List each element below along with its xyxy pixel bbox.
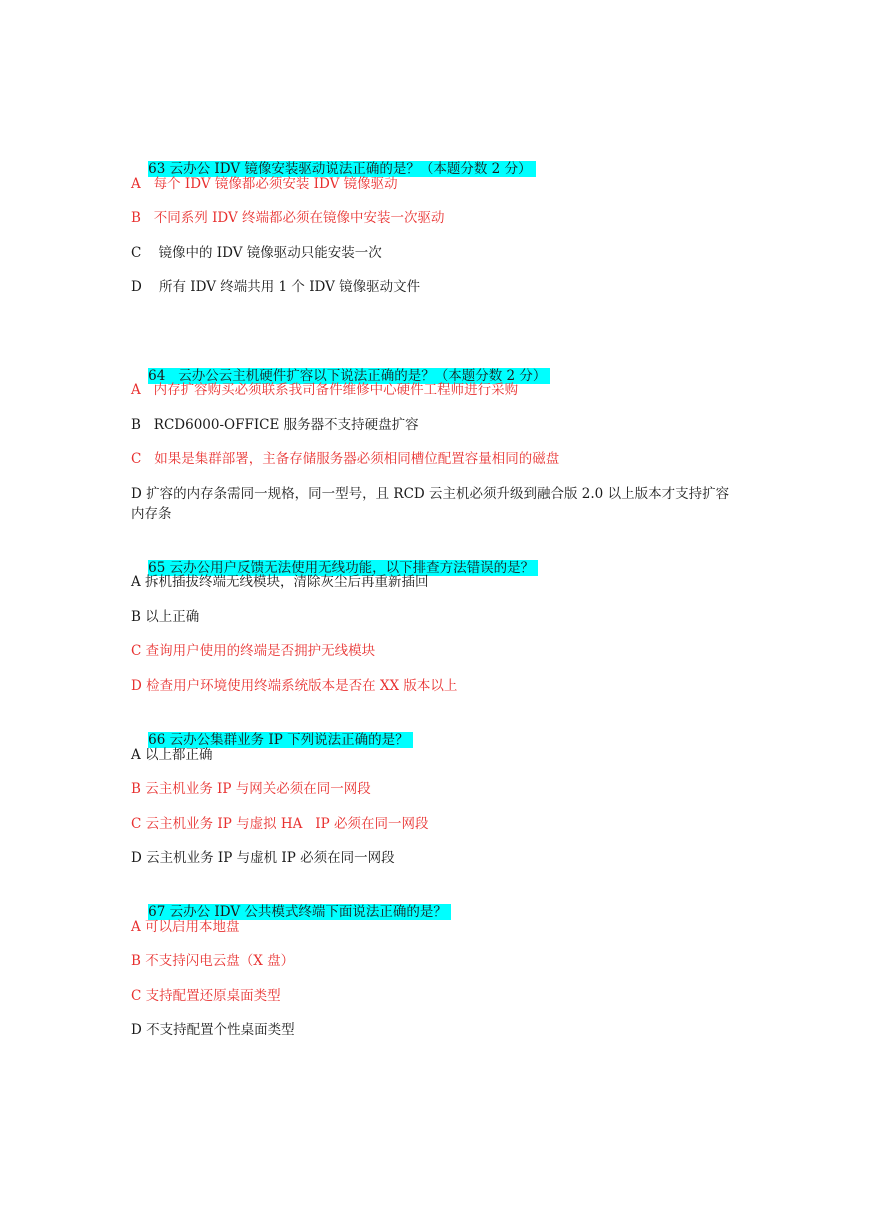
- question-66-option-a: A 以上都正确: [131, 747, 213, 763]
- question-64-option-d: D 扩容的内存条需同一规格，同一型号，且 RCD 云主机必须升级到融合版 2.0 以上版本才支持扩容内存条: [131, 486, 730, 522]
- question-67-option-a: A 可以启用本地盘: [131, 919, 240, 935]
- question-63-option-b: B 不同系列 IDV 终端都必须在镜像中安装一次驱动: [131, 210, 445, 226]
- question-66-option-d: D 云主机业务 IP 与虚机 IP 必须在同一网段: [131, 850, 395, 866]
- question-63-option-d: D 所有 IDV 终端共用 1 个 IDV 镜像驱动文件: [131, 279, 421, 295]
- question-64-option-b: B RCD6000-OFFICE 服务器不支持硬盘扩容: [131, 417, 419, 433]
- question-63-option-c: C 镜像中的 IDV 镜像驱动只能安装一次: [131, 245, 382, 261]
- question-highlight: 63 云办公 IDV 镜像安装驱动说法正确的是？（本题分数 2 分）: [148, 161, 535, 177]
- question-67-option-c: C 支持配置还原桌面类型: [131, 988, 281, 1004]
- question-64-option-c: C 如果是集群部署，主备存储服务器必须相同槽位配置容量相同的磁盘: [131, 451, 560, 467]
- question-highlight: 66 云办公集群业务 IP 下列说法正确的是？: [148, 732, 412, 748]
- question-highlight: 64 云办公云主机硬件扩容以下说法正确的是？（本题分数 2 分）: [148, 368, 550, 384]
- question-highlight: 67 云办公 IDV 公共模式终端下面说法正确的是？: [148, 904, 451, 920]
- question-highlight: 65 云办公用户反馈无法使用无线功能，以下排查方法错误的是？: [148, 560, 538, 576]
- question-65-option-b: B 以上正确: [131, 609, 200, 625]
- question-66-option-c: C 云主机业务 IP 与虚拟 HA IP 必须在同一网段: [131, 816, 429, 832]
- question-64-option-a: A 内存扩容购买必须联系我司备件维修中心硬件工程师进行采购: [131, 382, 519, 398]
- question-65-option-c: C 查询用户使用的终端是否拥护无线模块: [131, 643, 376, 659]
- question-67-option-b: B 不支持闪电云盘（X 盘）: [131, 953, 295, 969]
- question-66-option-b: B 云主机业务 IP 与网关必须在同一网段: [131, 781, 371, 797]
- question-65-option-a: A 拆机插拔终端无线模块，清除灰尘后再重新插回: [131, 574, 429, 590]
- question-67-option-d: D 不支持配置个性桌面类型: [131, 1022, 295, 1038]
- question-63-option-a: A 每个 IDV 镜像都必须安装 IDV 镜像驱动: [131, 176, 398, 192]
- question-65-option-d: D 检查用户环境使用终端系统版本是否在 XX 版本以上: [131, 678, 458, 694]
